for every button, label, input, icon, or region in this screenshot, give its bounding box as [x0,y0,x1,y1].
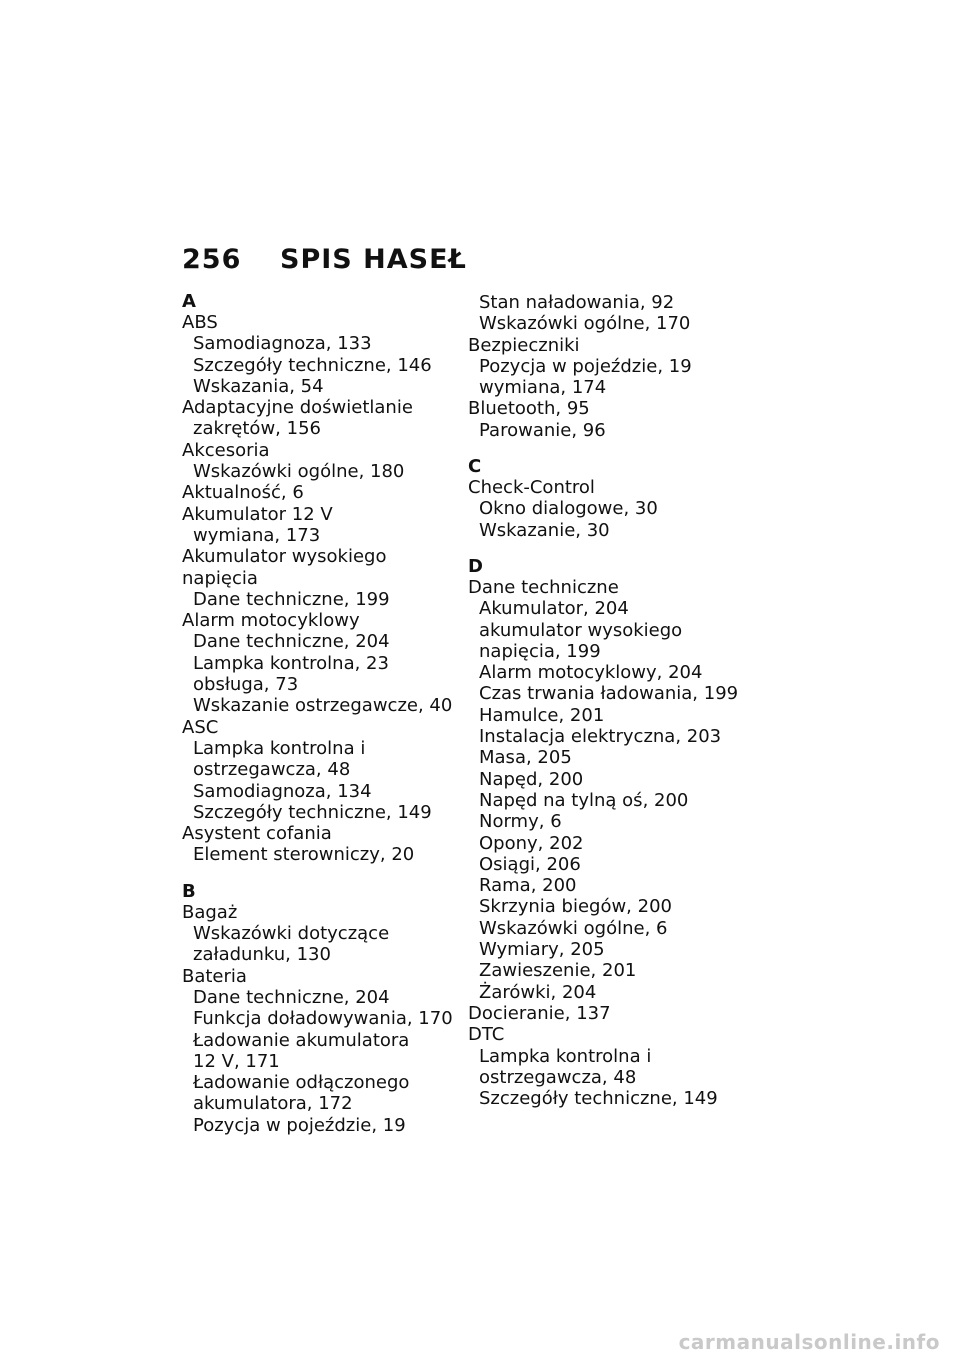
section-gap [182,866,460,882]
index-subentry: Samodiagnoza, 133 [193,333,372,355]
index-subentry: ostrzegawcza, 48 [479,1066,637,1088]
index-letter-heading: D [468,555,483,577]
index-term: Aktualność, 6 [182,482,304,504]
index-subentry: akumulator wysokiego [479,619,683,641]
index-term: Akumulator 12 V [182,503,333,525]
index-subentry: Hamulce, 201 [479,704,605,726]
index-column-right [468,292,758,1109]
index-subentry: Alarm motocyklowy, 204 [479,662,703,684]
index-subentry: Wskazówki ogólne, 180 [193,461,405,483]
index-subentry: Pozycja w pojeździe, 19 [193,1114,406,1136]
index-term: DTC [468,1024,505,1046]
index-term: ABS [182,312,218,333]
index-term: Bateria [182,965,247,987]
index-subentry: Akumulator, 204 [479,598,629,620]
index-term: Bezpieczniki [468,334,580,356]
index-subentry: Parowanie, 96 [479,419,606,441]
index-term: Asystent cofania [182,823,332,845]
index-term: Dane techniczne [468,576,619,598]
index-term: ASC [182,716,219,738]
index-subentry: Wskazania, 54 [193,375,324,397]
index-subentry: Wymiary, 205 [479,939,605,961]
index-subentry: Stan naładowania, 92 [479,292,675,313]
page-title: SPIS HASEŁ [280,244,467,275]
index-subentry: załadunku, 130 [193,944,331,966]
index-subentry: Okno dialogowe, 30 [479,498,658,520]
index-subentry: Czas trwania ładowania, 199 [479,683,739,705]
index-subentry: Normy, 6 [479,811,562,833]
index-subentry: Dane techniczne, 199 [193,588,390,610]
index-subentry: Pozycja w pojeździe, 19 [479,355,692,377]
index-term: Bluetooth, 95 [468,398,590,420]
index-term: Check-Control [468,477,595,499]
index-term: Akumulator wysokiego napięcia [182,546,387,589]
index-subentry: obsługa, 73 [193,674,299,696]
index-subentry: akumulatora, 172 [193,1093,353,1115]
index-subentry: Wskazówki ogólne, 170 [479,313,691,335]
index-subentry: Ładowanie odłączonego [193,1072,410,1094]
index-subentry: Masa, 205 [479,747,572,769]
index-subentry: Szczegóły techniczne, 149 [193,801,432,823]
index-subentry: Napęd, 200 [479,768,584,790]
index-subentry: Zawieszenie, 201 [479,960,637,982]
index-subentry: Samodiagnoza, 134 [193,780,372,802]
index-subentry: Napęd na tylną oś, 200 [479,789,689,811]
index-subentry: Rama, 200 [479,875,577,897]
index-letter-heading: B [182,880,196,902]
index-subentry: Lampka kontrolna i [479,1045,652,1067]
index-column-left [182,292,460,1136]
index-term: Alarm motocyklowy [182,610,360,632]
index-subentry: Żarówki, 204 [479,981,597,1003]
index-subentry: Opony, 202 [479,832,584,854]
index-subentry: Osiągi, 206 [479,853,581,875]
index-term: Akcesoria [182,439,270,461]
index-subentry: Szczegóły techniczne, 149 [479,1088,718,1110]
index-subentry: wymiana, 174 [479,377,607,399]
index-letter-heading: A [182,291,196,312]
index-term: Bagaż [182,901,238,923]
index-subentry: Wskazówki ogólne, 6 [479,917,668,939]
index-subentry: Dane techniczne, 204 [193,986,390,1008]
index-subentry: Instalacja elektryczna, 203 [479,726,722,748]
index-subentry: Ładowanie akumulatora [193,1029,410,1051]
watermark: carmanualsonline.info [678,1330,940,1354]
index-subentry: Funkcja doładowywania, 170 [193,1008,453,1030]
index-subentry: Lampka kontrolna, 23 [193,652,389,674]
index-subentry: wymiana, 173 [193,524,321,546]
index-subentry: napięcia, 199 [479,640,601,662]
page-number: 256 [182,244,242,275]
page-header [182,244,467,275]
index-term: Adaptacyjne doświetlanie [182,397,413,419]
section-gap [468,441,758,457]
index-subentry: Skrzynia biegów, 200 [479,896,672,918]
index-subentry: Wskazanie ostrzegawcze, 40 [193,695,453,717]
index-subentry: Wskazanie, 30 [479,519,610,541]
index-subentry: Lampka kontrolna i [193,737,366,759]
index-subentry: 12 V, 171 [193,1050,280,1072]
section-gap [468,541,758,557]
index-subentry: Szczegóły techniczne, 146 [193,354,432,376]
index-subentry: ostrzegawcza, 48 [193,759,351,781]
index-subentry: Dane techniczne, 204 [193,631,390,653]
index-term: Docieranie, 137 [468,1002,611,1024]
index-subentry: zakrętów, 156 [193,418,321,440]
index-subentry: Wskazówki dotyczące [193,923,390,945]
index-subentry: Element sterowniczy, 20 [193,844,415,866]
index-letter-heading: C [468,456,482,478]
